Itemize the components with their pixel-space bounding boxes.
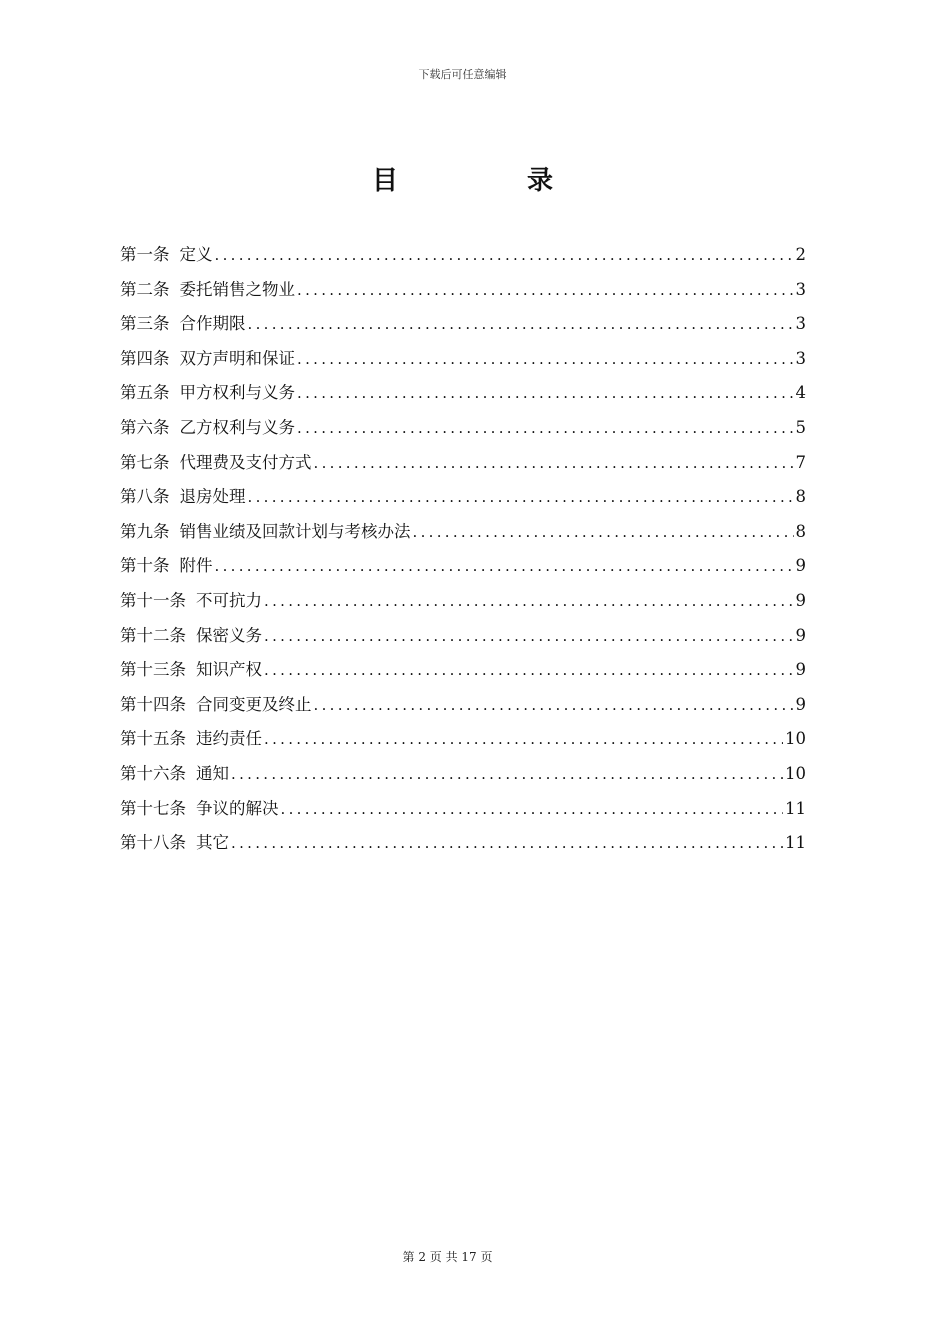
toc-dot-leader: [215, 549, 794, 584]
toc-dot-leader: [281, 792, 784, 827]
toc-dot-leader: [297, 342, 794, 377]
toc-entry-title: 合作期限: [179, 314, 246, 334]
toc-entry-title: 不可抗力: [196, 590, 262, 610]
toc-dot-leader: [413, 515, 794, 550]
toc-entry-title: 甲方权利与义务: [179, 383, 295, 403]
toc-entry-title: 保密义务: [196, 625, 262, 645]
toc-entry-page: 7: [795, 452, 806, 472]
toc-entry-title: 双方声明和保证: [179, 348, 295, 368]
toc-entry-number: 第十二条: [120, 625, 186, 645]
toc-entry[interactable]: [120, 653, 806, 688]
toc-entry-page: 9: [795, 694, 806, 714]
toc-entry-number: 第四条: [120, 348, 170, 368]
toc-entry-number: 第十一条: [120, 590, 186, 610]
toc-entry[interactable]: [120, 549, 806, 584]
toc-entry[interactable]: [120, 722, 806, 757]
toc-entry-number: 第二条: [120, 279, 170, 299]
toc-entry[interactable]: [120, 757, 806, 792]
toc-entry-number: 第十五条: [120, 729, 186, 749]
toc-entry-number: 第三条: [120, 314, 170, 334]
toc-entry-page: 5: [795, 417, 806, 437]
toc-entry-number: 第十条: [120, 556, 170, 576]
toc-entry-page: 4: [795, 383, 806, 403]
toc-dot-leader: [248, 480, 794, 515]
toc-entry[interactable]: [120, 515, 806, 550]
page-footer: 第 2 页 共 17 页: [402, 1250, 493, 1264]
header-note: 下载后可任意编辑: [418, 68, 507, 81]
toc-dot-leader: [314, 446, 794, 481]
toc-entry-number: 第八条: [120, 487, 170, 507]
toc-dot-leader: [314, 688, 794, 723]
toc-entry-title: 委托销售之物业: [179, 279, 295, 299]
toc-dot-leader: [297, 411, 794, 446]
toc-entry-title: 附件: [179, 556, 213, 576]
toc-dot-leader: [231, 826, 783, 861]
toc-entry-title: 争议的解决: [196, 798, 279, 818]
toc-entry-number: 第六条: [120, 417, 170, 437]
toc-entry-page: 3: [795, 314, 806, 334]
toc-entry-number: 第十七条: [120, 798, 186, 818]
toc-entry-number: 第九条: [120, 521, 170, 541]
toc-dot-leader: [264, 584, 794, 619]
toc-entry[interactable]: [120, 619, 806, 654]
toc-entry-title: 代理费及支付方式: [179, 452, 312, 472]
toc-entry-title: 乙方权利与义务: [179, 417, 295, 437]
toc-entry-number: 第十三条: [120, 660, 186, 680]
toc-entry[interactable]: [120, 480, 806, 515]
toc-entry-page: 3: [795, 348, 806, 368]
toc-entry-page: 9: [795, 590, 806, 610]
toc-entry[interactable]: [120, 792, 806, 827]
toc-entry-title: 退房处理: [179, 487, 246, 507]
toc-entry[interactable]: [120, 826, 806, 861]
toc-entry-page: 8: [795, 521, 806, 541]
toc-dot-leader: [264, 619, 794, 654]
toc-entry-page: 9: [795, 660, 806, 680]
toc-entry-page: 10: [785, 729, 806, 749]
toc-entry-title: 其它: [196, 833, 229, 853]
toc-entry[interactable]: [120, 411, 806, 446]
toc-entry-page: 8: [795, 487, 806, 507]
toc-entry[interactable]: [120, 584, 806, 619]
toc-entry-number: 第十六条: [120, 763, 186, 783]
toc-entry-number: 第十四条: [120, 694, 186, 714]
toc-entry[interactable]: [120, 238, 806, 273]
toc-entry-page: 11: [785, 833, 806, 853]
toc-title: 目 录: [371, 166, 614, 196]
toc-entry-page: 9: [795, 625, 806, 645]
toc-entry-number: 第十八条: [120, 833, 186, 853]
toc-entry-page: 9: [795, 556, 806, 576]
toc-dot-leader: [297, 273, 794, 308]
toc-entry[interactable]: [120, 688, 806, 723]
toc-entry[interactable]: [120, 273, 806, 308]
toc-entry-title: 知识产权: [196, 660, 262, 680]
toc-entry-title: 定义: [179, 245, 213, 264]
toc-entry-page: 11: [785, 798, 806, 818]
toc-entry[interactable]: [120, 376, 806, 411]
toc-dot-leader: [264, 722, 783, 757]
table-of-contents: [120, 238, 806, 861]
toc-dot-leader: [297, 376, 794, 411]
toc-entry-page: 2: [795, 245, 806, 264]
toc-entry[interactable]: [120, 307, 806, 342]
toc-entry[interactable]: [120, 342, 806, 377]
toc-entry-number: 第七条: [120, 452, 170, 472]
toc-entry-number: 第一条: [120, 245, 170, 264]
toc-entry-page: 10: [785, 763, 806, 783]
toc-entry-title: 销售业绩及回款计划与考核办法: [179, 521, 411, 541]
toc-entry-title: 违约责任: [196, 729, 262, 749]
toc-entry[interactable]: [120, 446, 806, 481]
toc-dot-leader: [248, 307, 794, 342]
toc-dot-leader: [215, 238, 794, 273]
toc-dot-leader: [231, 757, 783, 792]
toc-entry-page: 3: [795, 279, 806, 299]
toc-entry-number: 第五条: [120, 383, 170, 403]
toc-dot-leader: [264, 653, 794, 688]
toc-entry-title: 合同变更及终止: [196, 694, 312, 714]
toc-entry-title: 通知: [196, 763, 229, 783]
